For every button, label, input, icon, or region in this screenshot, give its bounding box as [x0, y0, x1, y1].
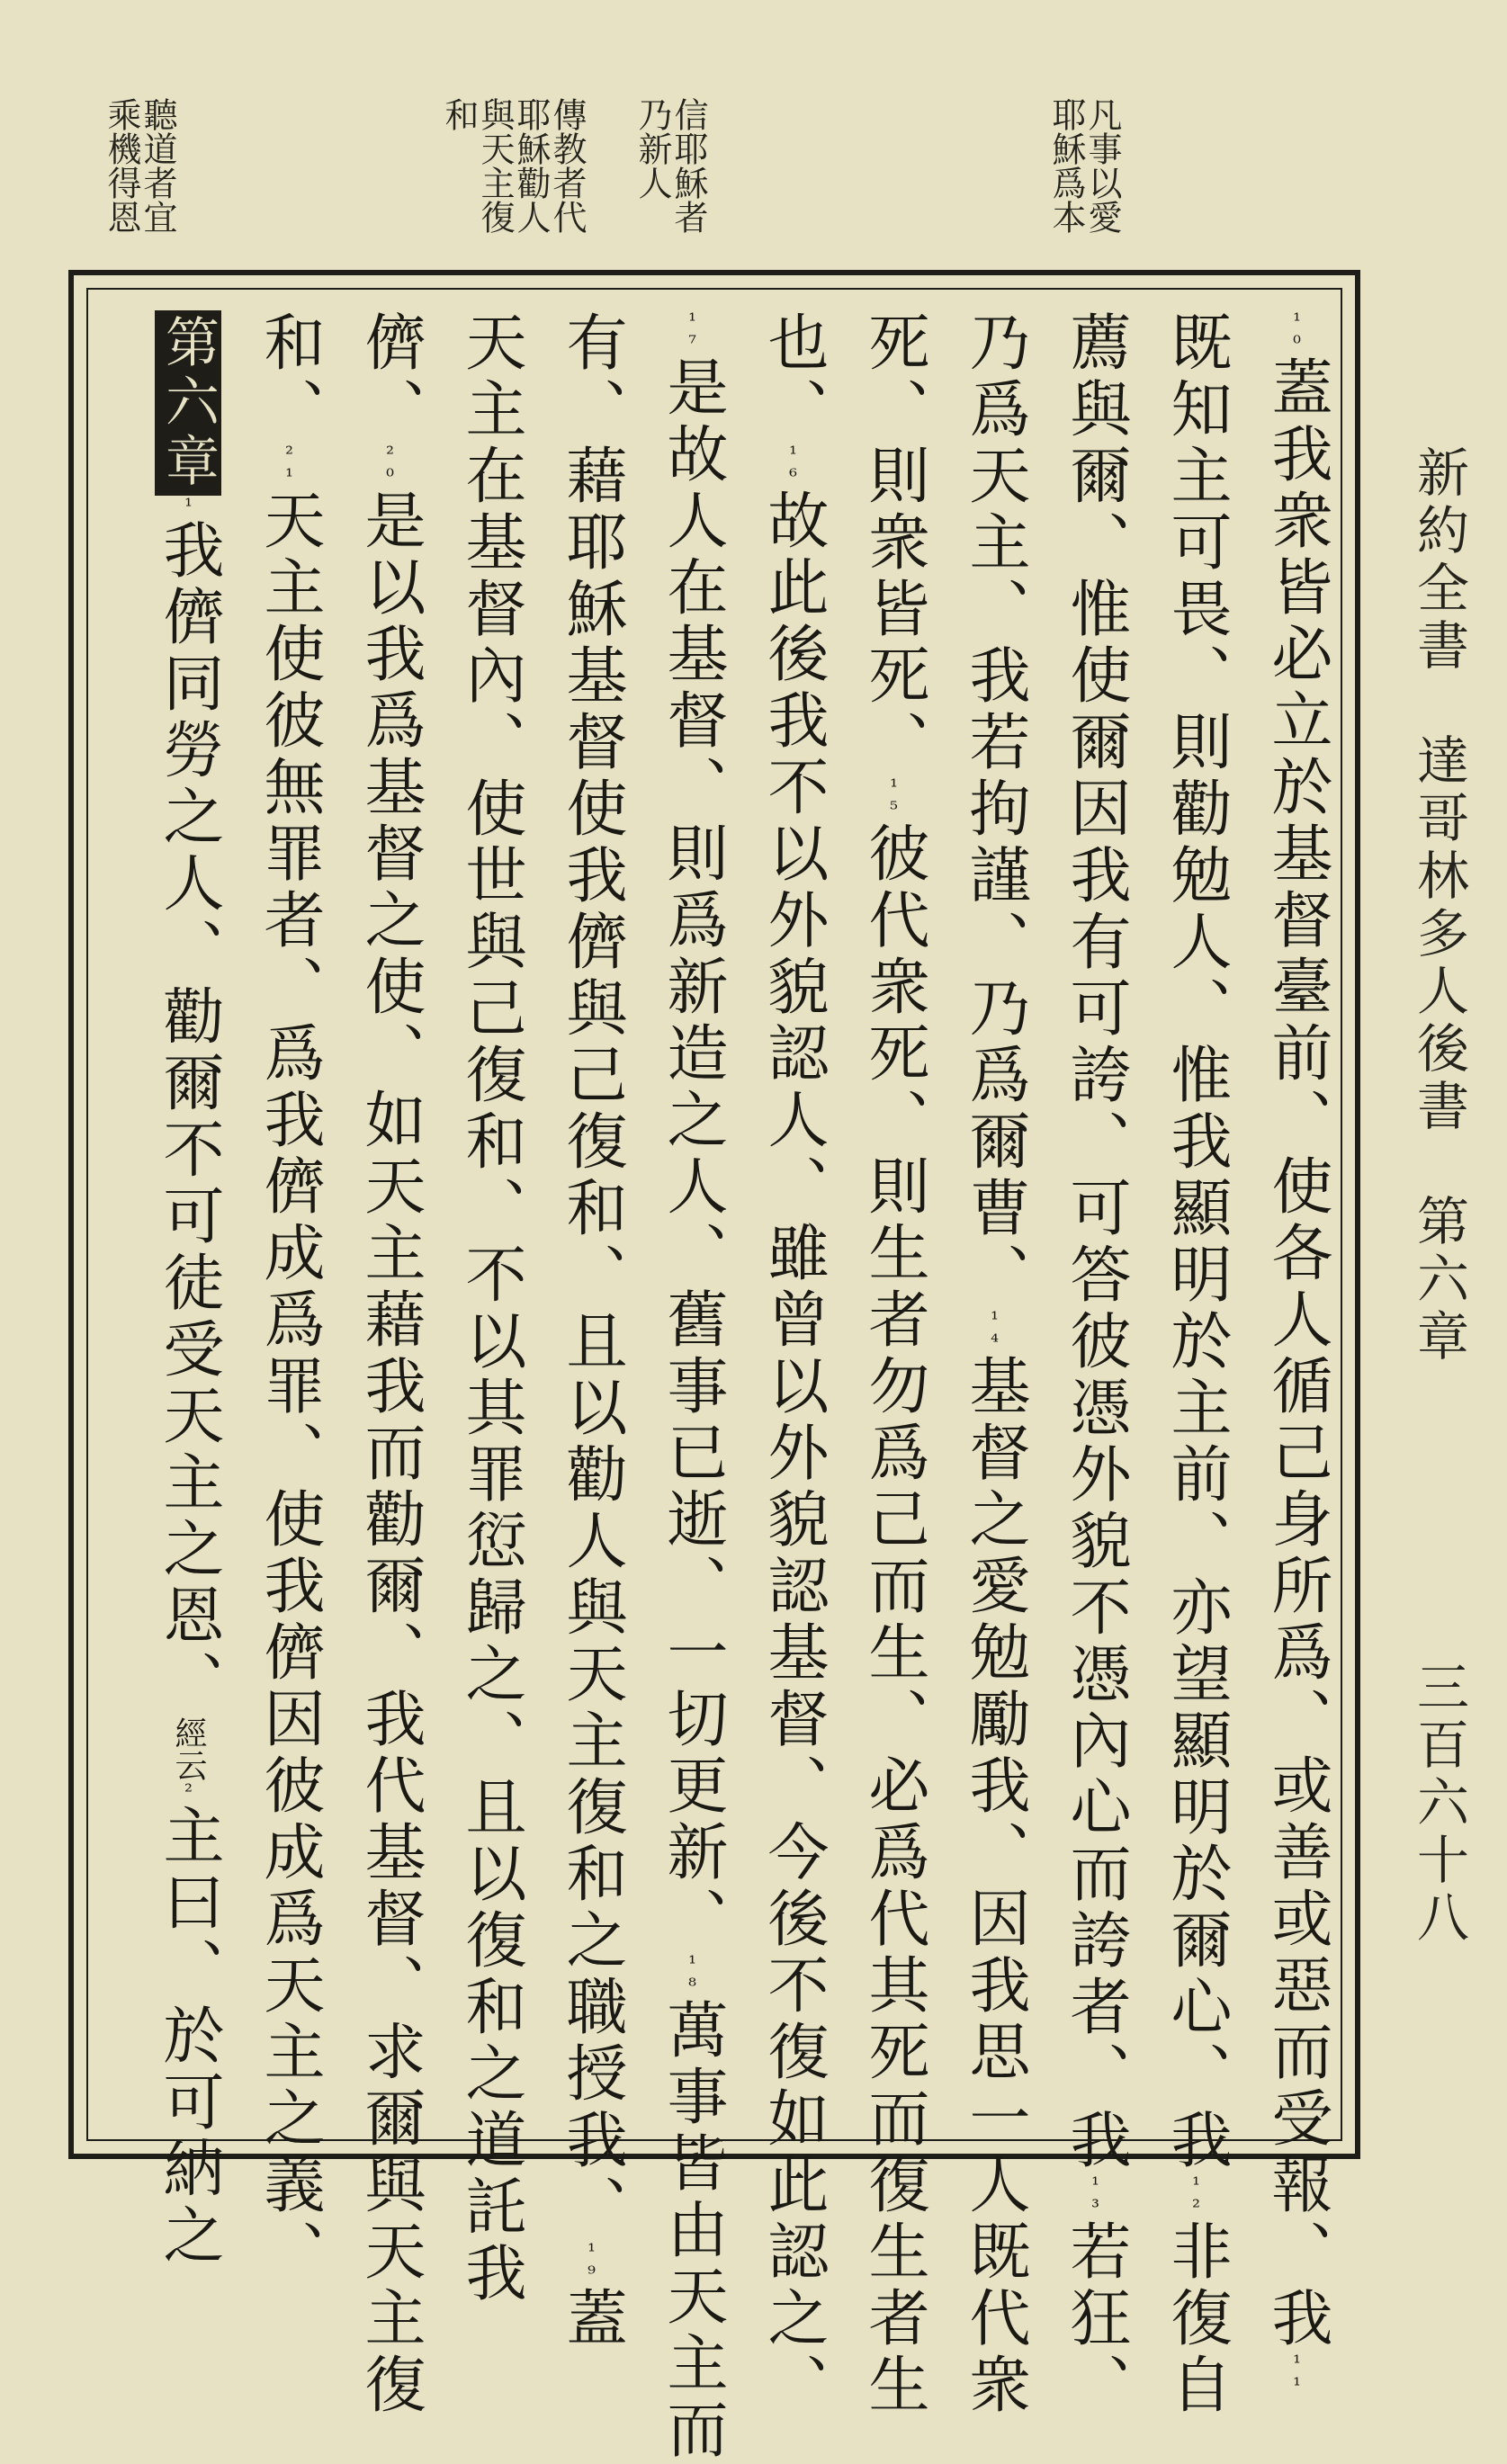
body-column — [1261, 310, 1332, 2397]
verse-number: ¹² — [1185, 2174, 1207, 2219]
margin-note-line: 耶穌勸人 — [511, 97, 551, 234]
column-text: 儕、 — [354, 310, 426, 444]
margin-note-line: 傳教者代 — [547, 97, 587, 234]
body-column — [1060, 310, 1131, 2419]
column-text: 若狂、 — [1060, 2219, 1131, 2419]
column-text: 是故人在基督、則爲新造之人、舊事已逝、一切更新、 — [657, 355, 728, 1953]
margin-note-line: 凡事以愛 — [1082, 97, 1122, 234]
verse-number: ¹⁸ — [681, 1953, 704, 1998]
column-text: 彼代衆死、則生者勿爲己而生、必爲代其死而復生者生 — [858, 821, 929, 2419]
column-text: 天主使彼無罪者、爲我儕成爲罪、使我儕因彼成爲天主之義、 — [254, 488, 325, 2286]
margin-note — [441, 97, 585, 277]
column-text: 故此後我不以外貌認人、雖曾以外貌認基督、今後不復如此認之、 — [758, 488, 829, 2419]
column-text: 也、 — [758, 310, 829, 444]
body-column — [657, 310, 728, 2464]
column-text: 是以我爲基督之使、如天主藉我而勸爾、我代基督、求爾與天主復 — [354, 488, 426, 2419]
page-number: 三百六十八 — [1408, 1660, 1469, 1948]
column-text: 主曰、於可納之 — [153, 1804, 224, 2270]
verse-number: ¹⁵ — [883, 776, 905, 821]
verse-number: ¹⁷ — [681, 310, 704, 355]
inline-note: 經云 — [170, 1716, 207, 1781]
verse-number: ¹⁶ — [782, 444, 804, 488]
body-column — [254, 310, 325, 2286]
verse-number: ²⁰ — [379, 444, 401, 488]
verse-number: ¹¹ — [1286, 2352, 1308, 2397]
verse-number: ¹³ — [1084, 2174, 1107, 2219]
verse-number: ² — [177, 1781, 200, 1804]
margin-note-line: 乘機得恩 — [102, 97, 141, 234]
column-text: 萬事皆由天主而 — [657, 1998, 728, 2464]
margin-note-line: 耶穌爲本 — [1046, 97, 1086, 234]
chapter-heading: 第六章 — [155, 310, 221, 496]
column-text: 我儕同勞之人、勸爾不可徒受天主之恩、 — [153, 518, 224, 1716]
column-text: 薦與爾、惟使爾因我有可誇、可答彼憑外貌不憑內心而誇者、我 — [1060, 310, 1131, 2174]
column-text: 乃爲天主、我若拘謹、乃爲爾曹、 — [959, 310, 1030, 1309]
margin-note-line: 信耶穌者 — [668, 97, 708, 234]
column-text: 蓋 — [556, 2286, 627, 2352]
column-text: 既知主可畏、則勸勉人、惟我顯明於主前、亦望顯明於爾心、我 — [1161, 310, 1232, 2174]
margin-note-line: 和 — [439, 97, 479, 131]
verse-number: ²¹ — [278, 444, 301, 488]
margin-note — [634, 97, 706, 277]
column-text: 有、藉耶穌基督使我儕與己復和、且以勸人與天主復和之職授我、 — [556, 310, 627, 2241]
column-text: 死、則衆皆死、 — [858, 310, 929, 776]
column-text: 蓋我衆皆必立於基督臺前、使各人循己身所爲、或善或惡而受報、我 — [1261, 355, 1332, 2352]
body-column — [1161, 310, 1232, 2419]
margin-note-line: 乃新人 — [632, 97, 672, 200]
body-column — [858, 310, 929, 2419]
verse-number: ¹⁰ — [1286, 310, 1308, 355]
column-text: 和、 — [254, 310, 325, 444]
body-column — [354, 310, 426, 2419]
verse-number: ¹⁹ — [580, 2241, 603, 2286]
body-column — [153, 310, 224, 2270]
column-text: 非復自 — [1161, 2219, 1232, 2419]
margin-note-line: 聽道者宜 — [138, 97, 177, 234]
margin-note — [103, 97, 175, 277]
verse-number: ¹⁴ — [983, 1309, 1006, 1354]
margin-note — [1048, 97, 1120, 277]
body-column — [959, 310, 1030, 2419]
column-text: 天主在基督內、使世與己復和、不以其罪愆歸之、且以復和之道託我 — [455, 310, 526, 2307]
margin-note-line: 與天主復 — [475, 97, 515, 234]
body-column — [758, 310, 829, 2419]
running-header-title: 新約全書 達哥林多人後書 第六章 — [1408, 445, 1469, 1366]
column-text: 基督之愛勉勵我、因我思一人既代衆 — [959, 1354, 1030, 2419]
body-column — [556, 310, 627, 2352]
body-column — [455, 310, 526, 2307]
verse-number: ¹ — [177, 496, 200, 518]
